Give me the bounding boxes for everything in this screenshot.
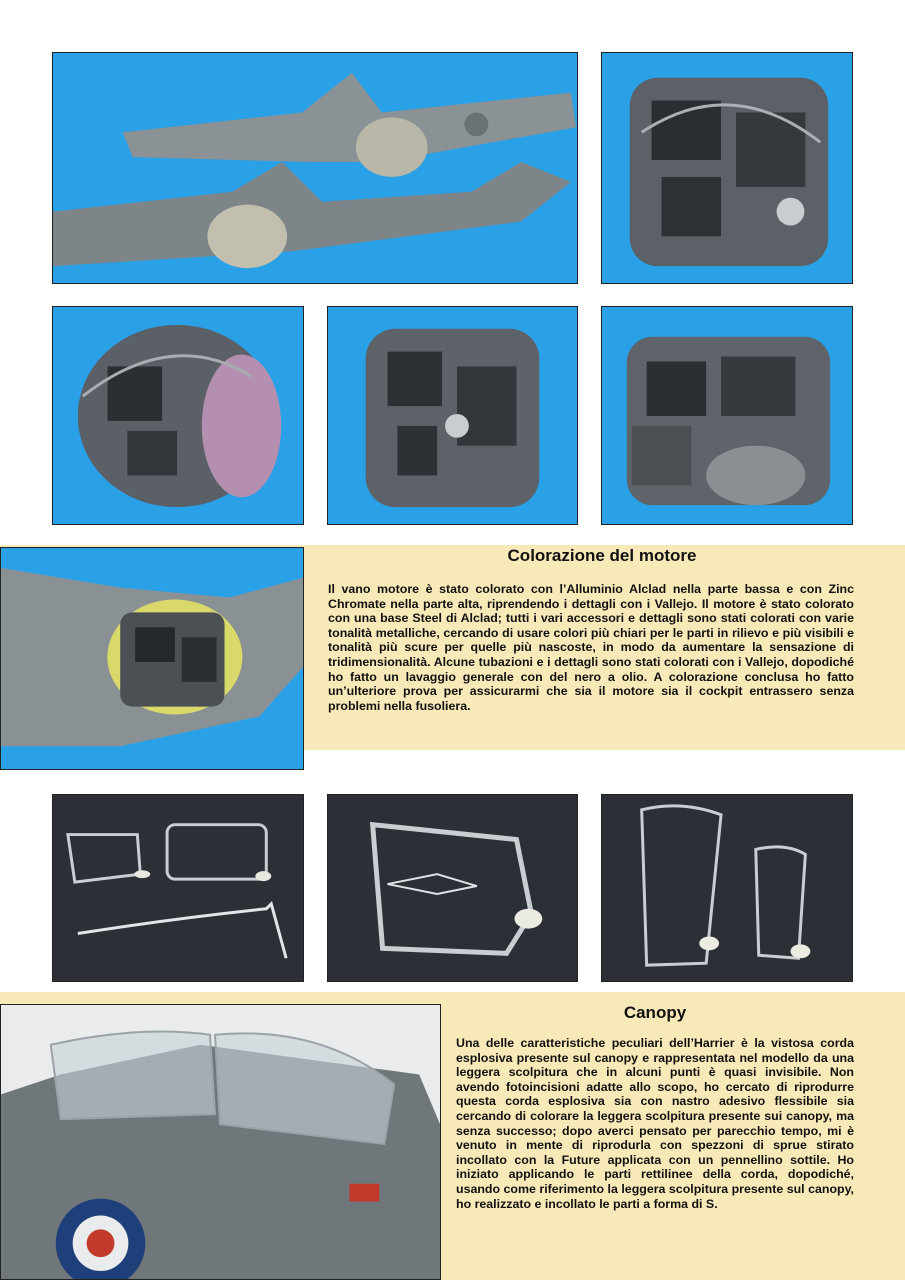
engine-section-paragraph: Il vano motore è stato colorato con l’Alluminio Alclad nella parte bassa e con Zinc Chromate nella parte alta, riprendendo i dettagli con i Vallejo. Il motore è stato colorato con una base Steel di Alclad; tutti i vari accessori e dettagli sono stati colorati con varie tonalità metalliche, cercando di usare colori più chiari per le parti in rilievo e più visibili e tonalità più scure per quelle più nascoste, in modo da aumentare la sensazione di tridimensionalità. Alcune tubazioni e i dettagli sono stati colorati con i Vallejo, dopodiché ho fatto un lavaggio generale con del nero a olio. A colorazione conclusa ho fatto un’ulteriore prova per assicurarmi che sia il motore sia il cockpit entrassero senza problemi nella fusoliera. [328, 582, 854, 713]
photo-engine-front [327, 306, 578, 525]
engine-section-title: Colorazione del motore [507, 546, 697, 565]
photo-canopy-cord [327, 794, 578, 982]
photo-engine-side [52, 306, 304, 525]
photo-engine-top [601, 52, 853, 284]
photo-engine-rear [601, 306, 853, 525]
photo-canopies-standing [601, 794, 853, 982]
photo-engine-installed [0, 547, 304, 770]
canopy-section-title: Canopy [623, 1003, 687, 1022]
photo-canopy-parts [52, 794, 304, 982]
photo-cockpit-canopy [0, 1004, 441, 1280]
photo-fuselage-halves [52, 52, 578, 284]
canopy-section-paragraph: Una delle caratteristiche peculiari dell’Harrier è la vistosa corda esplosiva presente sul canopy e rappresentata nel modello da una leggera scolpitura che in alcuni punti è quasi invisibile. Non avendo fotoincisioni adatte allo scopo, ho cercato di riprodurre questa corda esplosiva sia con nastro adesivo flessibile sia cercando di colorare la leggera scolpitura presente sui canopy, ma senza successo; dopo averci pensato per parecchio tempo, mi è venuto in mente di riprodurla con spezzoni di sprue stirato incollato con la Future applicata con un pennellino sottile. Ho iniziato applicando le parti rettilinee della corda, dopodiché, usando come riferimento la leggera scolpitura presente sul canopy, ho realizzato e incollato le parti a forma di S. [456, 1036, 854, 1211]
